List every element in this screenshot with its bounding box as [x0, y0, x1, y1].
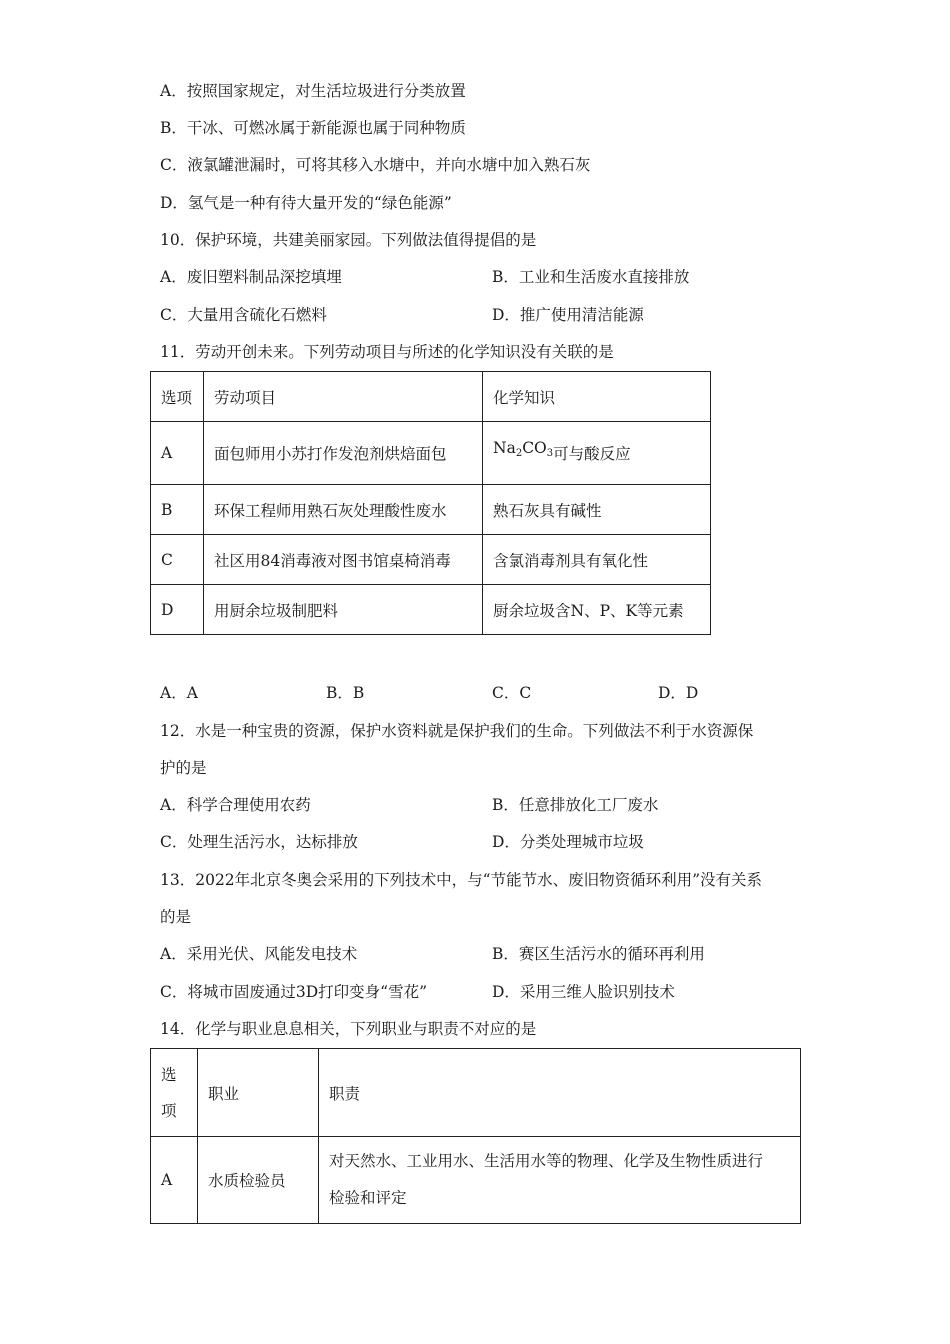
row-job: 水质检验员 [198, 1137, 319, 1224]
table-row [151, 535, 711, 585]
knowledge-text: 可与酸反应 [553, 444, 631, 463]
header-option: 选项 [151, 372, 204, 422]
q9-option-a: A．按照国家规定，对生活垃圾进行分类放置 [160, 82, 466, 100]
row-option: C [151, 535, 204, 585]
q10-option-c: C．大量用含硫化石燃料 [160, 306, 327, 324]
q10-option-b: B．工业和生活废水直接排放 [492, 268, 690, 286]
q11-answer-c: C．C [492, 684, 532, 702]
q10-option-a: A．废旧塑料制品深挖填埋 [160, 268, 342, 286]
q12-stem-line2: 护的是 [160, 759, 207, 777]
q10-option-d: D．推广使用清洁能源 [492, 306, 644, 324]
formula-na: Na [493, 438, 516, 457]
header-job: 职业 [198, 1049, 319, 1137]
row-knowledge: 熟石灰具有碱性 [483, 485, 711, 535]
header-project: 劳动项目 [204, 372, 483, 422]
q13-option-a: A．采用光伏、风能发电技术 [160, 945, 358, 963]
table-row [151, 485, 711, 535]
q11-answer-a: A．A [160, 684, 198, 702]
formula-sub-3: 3 [546, 447, 554, 459]
q9-option-d: D．氢气是一种有待大量开发的“绿色能源” [160, 194, 452, 212]
header-knowledge: 化学知识 [483, 372, 711, 422]
row-project: 面包师用小苏打作发泡剂烘焙面包 [204, 422, 483, 485]
q12-option-b: B．任意排放化工厂废水 [492, 796, 659, 814]
header-duty: 职责 [319, 1049, 801, 1137]
q12-option-d: D．分类处理城市垃圾 [492, 833, 644, 851]
row-knowledge: 厨余垃圾含N、P、K等元素 [483, 585, 711, 635]
table-row [151, 585, 711, 635]
row-knowledge [483, 422, 711, 485]
row-option: D [151, 585, 204, 635]
q12-option-c: C．处理生活污水，达标排放 [160, 833, 358, 851]
q14-stem: 14．化学与职业息息相关，下列职业与职责不对应的是 [160, 1020, 537, 1038]
q13-stem-line1: 13．2022年北京冬奥会采用的下列技术中，与“节能节水、废旧物资循环利用”没有关系 [160, 871, 763, 889]
q13-option-d: D．采用三维人脸识别技术 [492, 983, 675, 1001]
q13-option-c: C．将城市固废通过3D打印变身“雪花” [160, 983, 427, 1001]
row-duty-line1: 对天然水、工业用水、生活用水等的物理、化学及生物性质进行 [329, 1152, 764, 1170]
table-header-row [151, 372, 711, 422]
chemical-formula [493, 439, 553, 457]
header-option-char-2: 项 [161, 1101, 177, 1120]
q14-table [150, 1048, 801, 1224]
q12-option-a: A．科学合理使用农药 [160, 796, 311, 814]
formula-sub-2: 2 [515, 447, 523, 459]
formula-co: CO [522, 438, 547, 457]
q13-option-b: B．赛区生活污水的循环再利用 [492, 945, 705, 963]
q13-stem-line2: 的是 [160, 908, 192, 926]
header-option-char-1: 选 [161, 1065, 177, 1084]
q11-answer-b: B．B [326, 684, 365, 702]
row-option: A [151, 422, 204, 485]
row-duty-line2: 检验和评定 [329, 1189, 407, 1207]
row-knowledge: 含氯消毒剂具有氧化性 [483, 535, 711, 585]
q9-option-c: C．液氯罐泄漏时，可将其移入水塘中，并向水塘中加入熟石灰 [160, 156, 591, 174]
table-row [151, 1137, 801, 1224]
row-option: A [151, 1137, 198, 1224]
q11-answer-d: D．D [658, 684, 699, 702]
table-row [151, 422, 711, 485]
row-option: B [151, 485, 204, 535]
q9-option-b: B．干冰、可燃冰属于新能源也属于同种物质 [160, 119, 466, 137]
row-project: 社区用84消毒液对图书馆桌椅消毒 [204, 535, 483, 585]
row-project: 用厨余垃圾制肥料 [204, 585, 483, 635]
q11-stem: 11．劳动开创未来。下列劳动项目与所述的化学知识没有关联的是 [160, 343, 614, 361]
table-header-row [151, 1049, 801, 1137]
row-project: 环保工程师用熟石灰处理酸性废水 [204, 485, 483, 535]
q10-stem: 10．保护环境，共建美丽家园。下列做法值得提倡的是 [160, 231, 537, 249]
q11-table [150, 371, 711, 635]
row-duty [319, 1137, 801, 1224]
q12-stem-line1: 12．水是一种宝贵的资源，保护水资料就是保护我们的生命。下列做法不利于水资源保 [160, 722, 754, 740]
header-option [151, 1049, 198, 1137]
